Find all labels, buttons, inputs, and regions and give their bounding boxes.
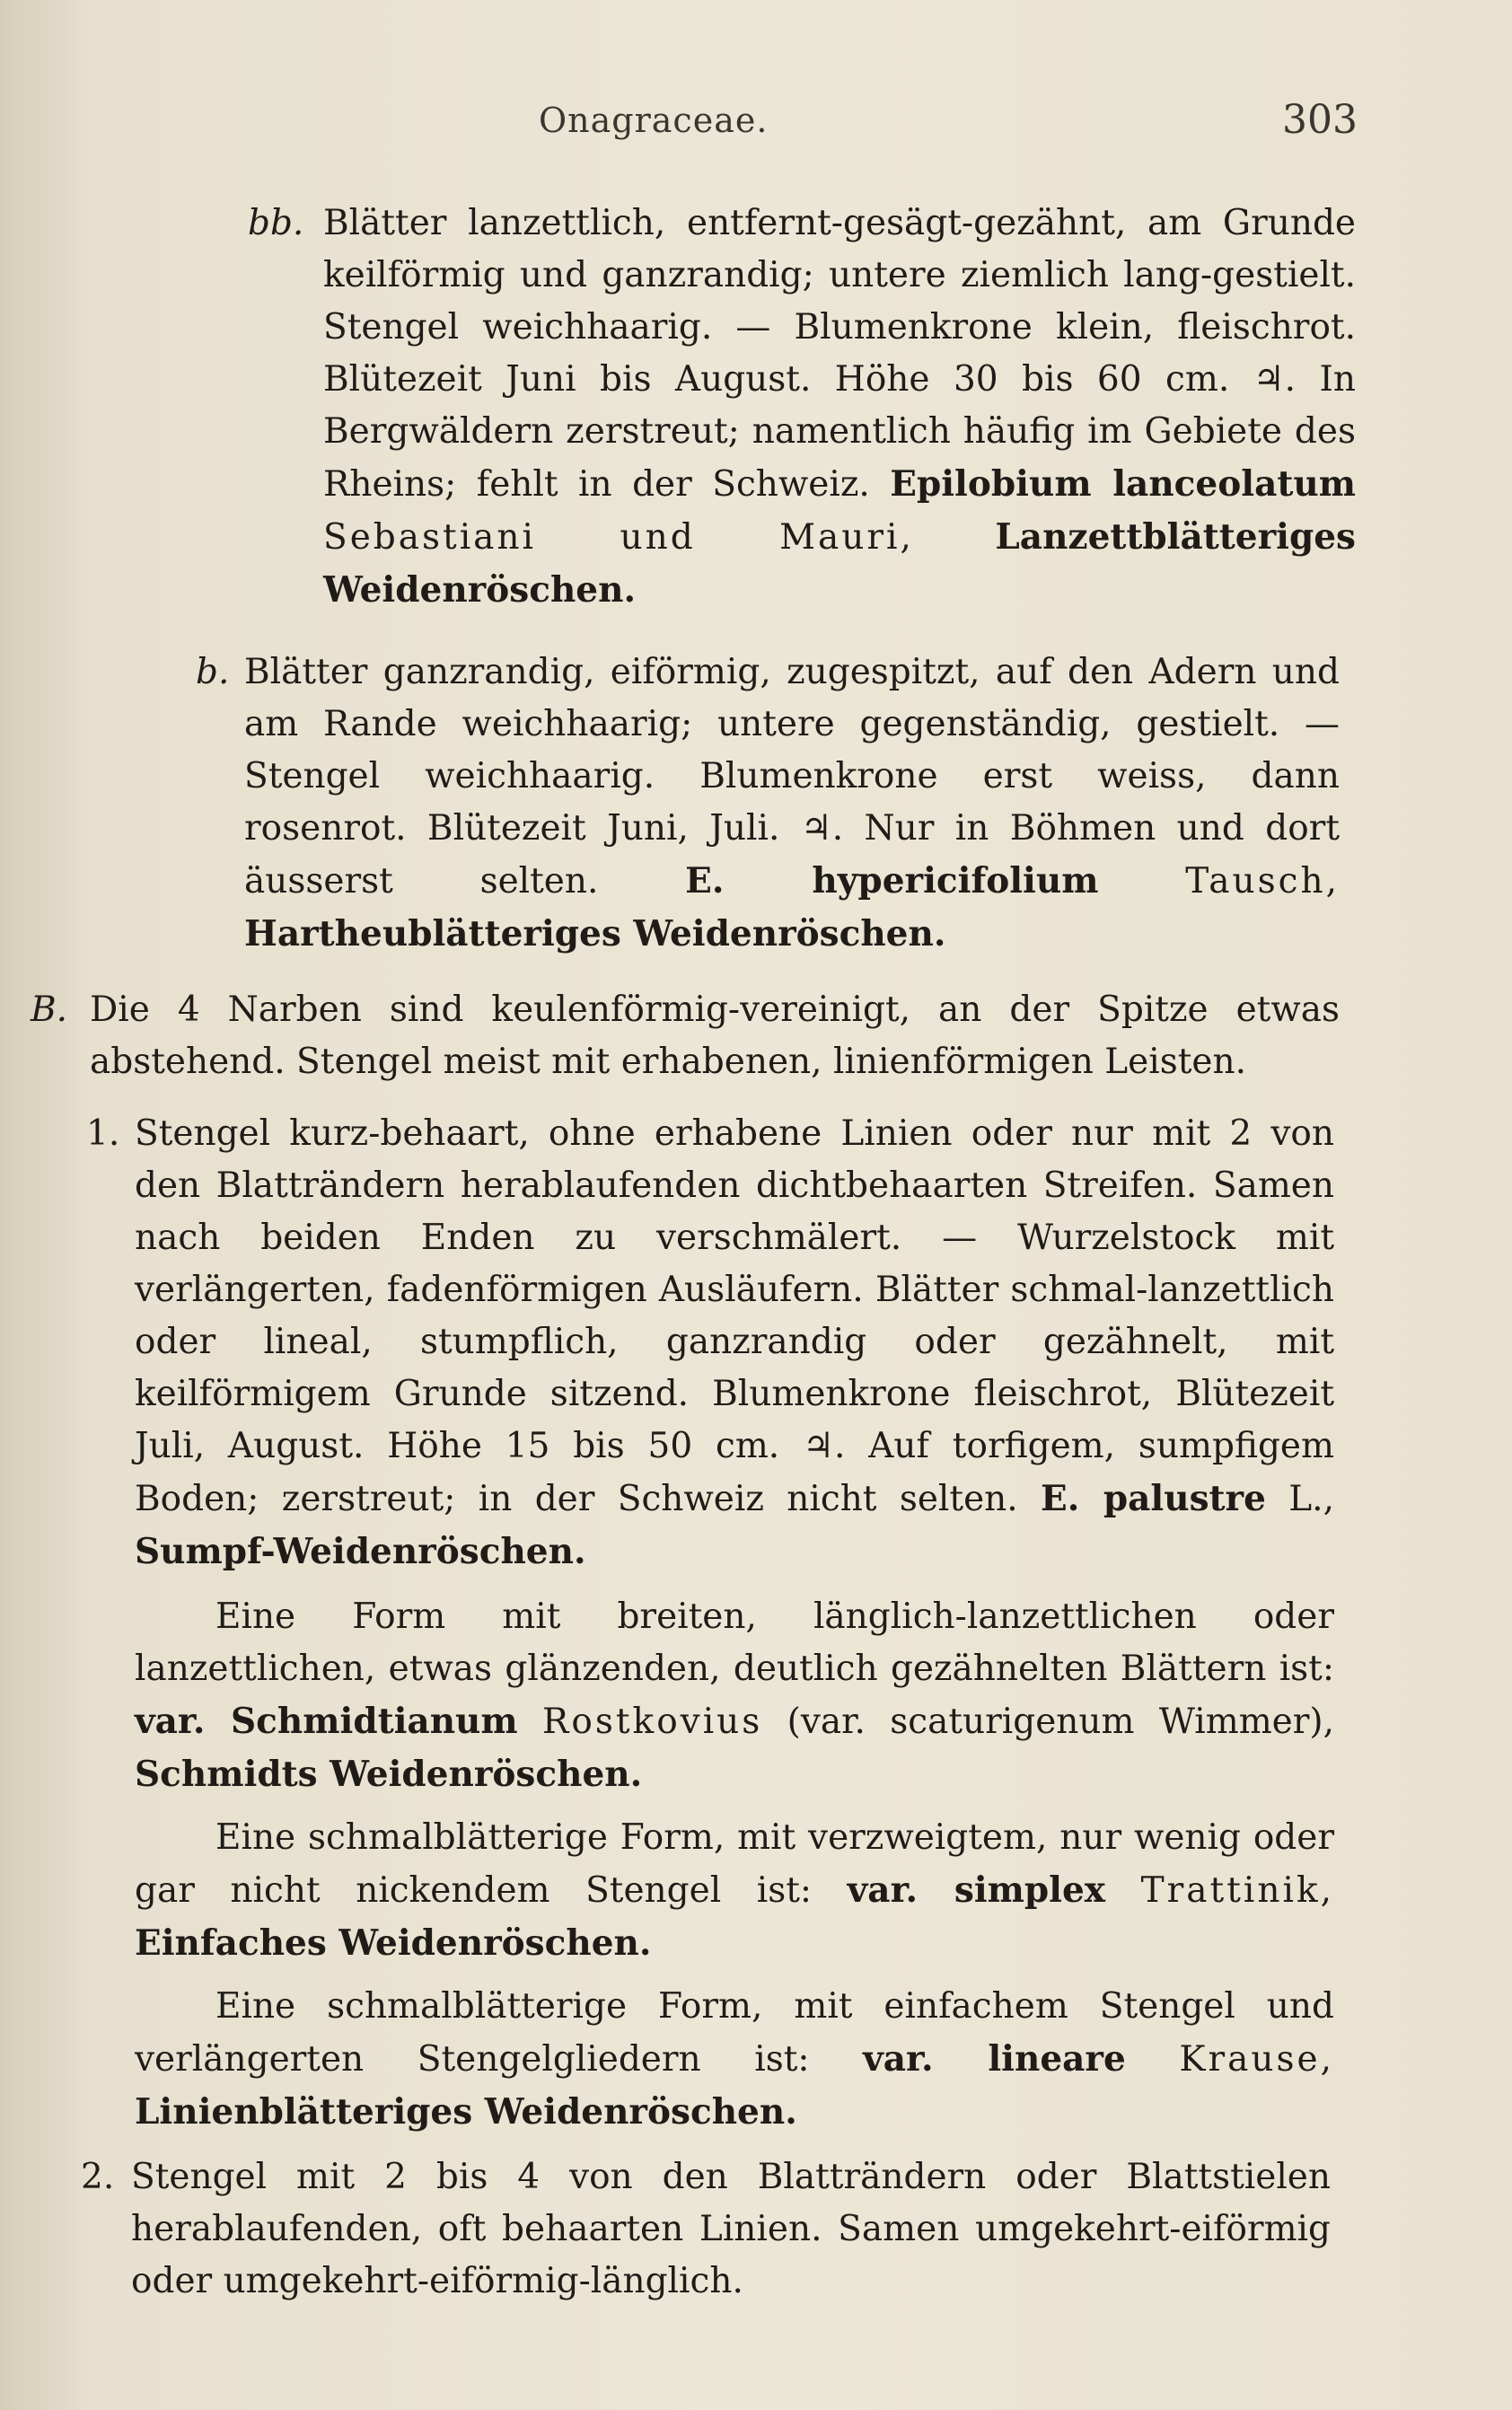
entry-bb-text: Blätter lanzettlich, entfernt-gesägt-gezähnt, am Grunde keilförmig und ganzrandig; untere ziemlich lang-gestielt. Stengel weichhaarig. — Blumenkrone klein, fleischrot. Blütezeit Juni bis August. Höhe 30 bis 60 cm. ♃. In Bergwäldern zerstreut; namentlich häufig im Gebiete des Rheins; fehlt in der Schweiz. <box>323 203 1356 505</box>
common-name: Lanzettblätteriges Weidenröschen. <box>323 516 1357 611</box>
species-author: Tausch, <box>1185 861 1340 902</box>
species-author: Sebastiani und Mauri, <box>323 517 914 558</box>
common-name: Sumpf-Weidenröschen. <box>135 1531 586 1572</box>
item-label-2: 2. <box>81 2157 115 2197</box>
entry-2: Stengel mit 2 bis 4 von den Blatträndern oder Blattstielen herablaufenden, oft behaarten Linien. Samen umgekehrt-eiförmig oder umgekehrt-eiförmig-länglich. <box>131 2157 1331 2301</box>
variety-author: Rostkovius <box>542 1702 763 1742</box>
variety-lineare <box>135 1981 1334 2139</box>
variety-simplex <box>135 1812 1334 1970</box>
item-label-1: 1. <box>86 1113 120 1154</box>
variety-name: var. Schmidtianum <box>135 1701 518 1742</box>
item-label-b: b. <box>196 652 230 692</box>
species-author: L., <box>1288 1479 1334 1519</box>
entry-bb <box>323 198 1356 617</box>
common-name: Schmidts Weidenröschen. <box>135 1754 643 1795</box>
variety-author: Trattinik, <box>1140 1870 1334 1911</box>
page-number: 303 <box>1282 97 1358 143</box>
item-label-B: B. <box>31 990 68 1030</box>
variety-name: var. lineare <box>863 2038 1126 2080</box>
common-name: Einfaches Weidenröschen. <box>135 1922 652 1964</box>
item-label-bb: bb. <box>248 203 304 243</box>
common-name: Linienblätteriges Weidenröschen. <box>135 2091 797 2133</box>
entry-b-text: Blätter ganzrandig, eiförmig, zugespitzt, auf den Adern und am Rande weichhaarig; untere gegenständig, gestielt. — Stengel weichhaarig. Blumenkrone erst weiss, dann rosenrot. Blütezeit Juni, Juli. ♃. Nur in Böhmen und dort äusserst selten. <box>244 652 1340 902</box>
variety-text: Eine schmalblätterige Form, mit einfachem Stengel und verlängerten Stengelgliedern ist: <box>135 1986 1334 2080</box>
variety-name: var. simplex <box>847 1869 1106 1911</box>
variety-schmidtianum <box>135 1591 1334 1801</box>
running-title: Onagraceae. <box>539 101 769 140</box>
entry-1 <box>135 1108 1334 1579</box>
variety-synonym: (var. scaturigenum Wimmer), <box>787 1702 1335 1742</box>
common-name: Hartheublätteriges Weidenröschen. <box>244 913 946 954</box>
species-name-hypericifolium: E. hypericifolium <box>685 860 1099 902</box>
variety-author: Krause, <box>1179 2039 1335 2080</box>
species-name-lanceolatum: Epilobium lanceolatum <box>890 463 1356 505</box>
variety-text: Eine schmalblätterige Form, mit verzweigtem, nur wenig oder gar nicht nickendem Stengel ist: <box>135 1817 1334 1911</box>
entry-B: Die 4 Narben sind keulenförmig-vereinigt, an der Spitze etwas abstehend. Stengel meist mit erhabenen, linienförmigen Leisten. <box>90 990 1340 1082</box>
variety-text: Eine Form mit breiten, länglich-lanzettlichen oder lanzettlichen, etwas glänzenden, deutlich gezähnelten Blättern ist: <box>135 1596 1334 1689</box>
entry-1-text: Stengel kurz-behaart, ohne erhabene Linien oder nur mit 2 von den Blatträndern herablaufenden dichtbehaarten Streifen. Samen nach beiden Enden zu verschmälert. — Wurzelstock mit verlängerten, fadenförmigen Ausläufern. Blätter schmal-lanzettlich oder lineal, stumpflich, ganzrandig oder gezähnelt, mit keilförmigem Grunde sitzend. Blumenkrone fleischrot, Blütezeit Juli, August. Höhe 15 bis 50 cm. ♃. Auf torfigem, sumpfigem Boden; zerstreut; in der Schweiz nicht selten. <box>135 1113 1334 1519</box>
species-name-palustre: E. palustre <box>1041 1478 1266 1519</box>
entry-b <box>244 646 1340 961</box>
